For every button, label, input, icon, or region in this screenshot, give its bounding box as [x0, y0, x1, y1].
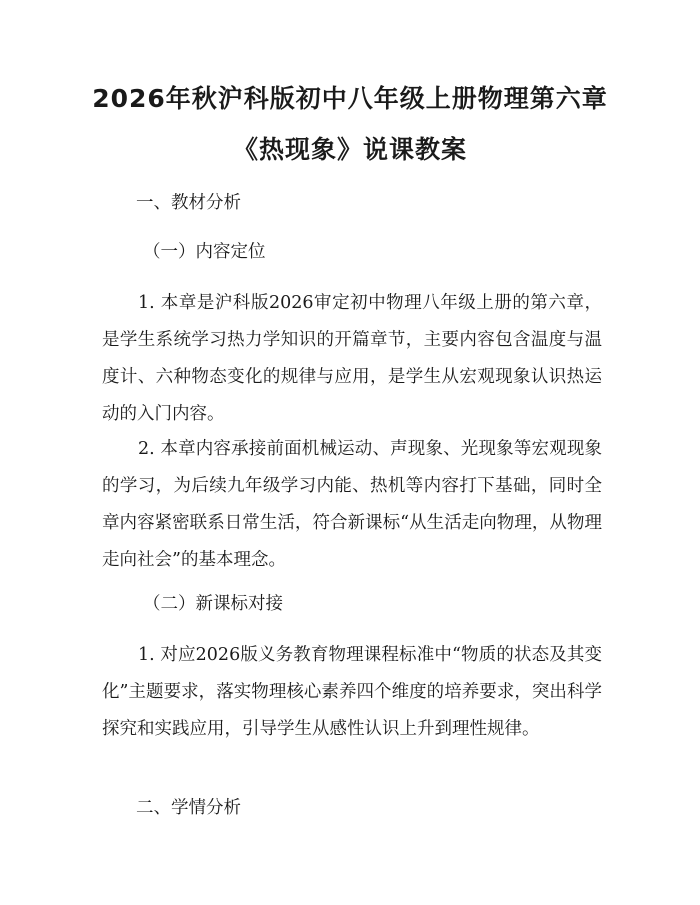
section-heading-learner-analysis: 二、学情分析: [136, 798, 241, 818]
document-title-line-1: 2026年秋沪科版初中八年级上册物理第六章: [92, 84, 608, 113]
subsection-heading-content-positioning: （一）内容定位: [143, 242, 266, 262]
paragraph-curriculum-standard-1: 1. 对应2026版义务教育物理课程标准中“物质的状态及其变化”主题要求，落实物理核心素养四个维度的培养要求，突出科学探究和实践应用，引导学生从感性认识上升到理性规律。: [102, 645, 602, 739]
section-heading-textbook-analysis: 一、教材分析: [136, 193, 241, 213]
subsection-heading-curriculum-standard: （二）新课标对接: [143, 594, 283, 614]
document-title-line-2: 《热现象》说课教案: [232, 135, 467, 164]
paragraph-content-positioning-2: 2. 本章内容承接前面机械运动、声现象、光现象等宏观现象的学习，为后续九年级学习内能、热机等内容打下基础，同时全章内容紧密联系日常生活，符合新课标“从生活走向物理，从物理走向社会”的基本理念。: [102, 439, 602, 570]
paragraph-content-positioning-1: 1. 本章是沪科版2026审定初中物理八年级上册的第六章，是学生系统学习热力学知识的开篇章节，主要内容包含温度与温度计、六种物态变化的规律与应用，是学生从宏观现象认识热运动的入门内容。: [102, 293, 602, 424]
